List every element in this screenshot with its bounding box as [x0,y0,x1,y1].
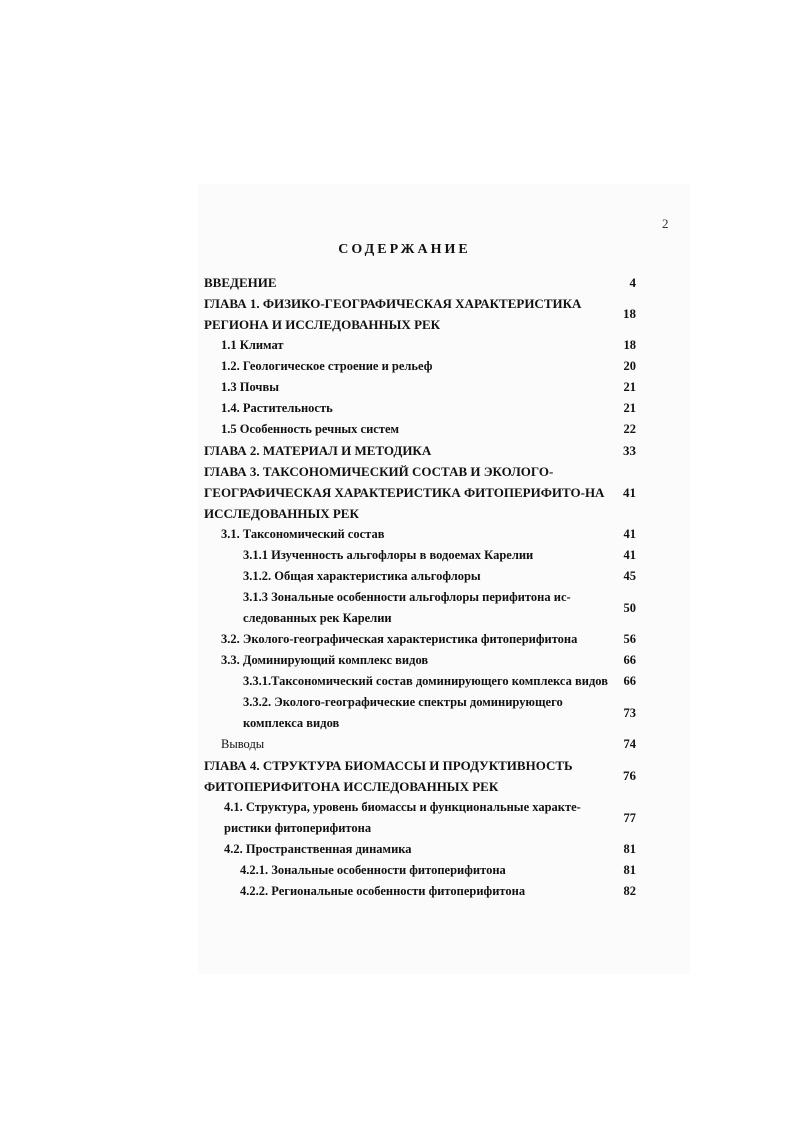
toc-entry-page: 41 [623,484,636,500]
page-number: 2 [662,216,669,231]
toc-entry-chapter-2 [204,440,638,461]
toc-entry-page: 21 [623,380,636,394]
toc-entry-page: 66 [623,653,636,667]
toc-entry-4-1 [204,797,638,839]
toc-entry-conclusions [204,734,638,755]
toc-entry-page: 41 [623,548,636,562]
toc-entry-text: 3.1.1 Изученность альгофлоры в водоемах Карелии [243,548,534,562]
toc-entry-3-1-2 [204,566,638,587]
toc-entry-text: 1.2. Геологическое строение и рельеф [221,359,433,373]
toc-entry-1-3 [204,377,638,398]
toc-entry-text: 1.5 Особенность речных систем [221,422,400,436]
toc-entry-3-1-3 [204,587,638,629]
toc-entry-text: 3.1. Таксономический состав [221,527,385,541]
toc-entry-4-2 [204,839,638,860]
toc-entry-page: 76 [623,768,636,783]
toc-entry-1-1 [204,335,638,356]
toc-entry-text: 1.4. Растительность [221,401,333,415]
toc-entry-page: 18 [623,338,636,352]
toc-entry-chapter-3 [204,461,638,524]
toc-entry-1-2 [204,356,638,377]
toc-entry-page: 56 [623,632,636,646]
toc-entry-text: ГЛАВА 3. ТАКСОНОМИЧЕСКИЙ СОСТАВ И ЭКОЛОГО-ГЕОГРАФИЧЕСКАЯ ХАРАКТЕРИСТИКА ФИТОПЕРИФИТО-НА ИССЛЕДОВАННЫХ РЕК [204,464,605,521]
toc-entry-text: 3.3. Доминирующий комплекс видов [221,653,429,667]
toc-entry-chapter-1 [204,293,638,335]
toc-entry-text: 3.1.3 Зональные особенности альгофлоры перифитона ис-следованных рек Карелии [243,590,571,625]
toc-entry-4-2-2 [204,881,638,902]
toc-entry-text: 3.1.2. Общая характеристика альгофлоры [243,569,481,583]
toc-entry-chapter-4 [204,755,638,797]
toc-entry-text: 4.2.1. Зональные особенности фитоперифитона [240,863,506,877]
toc-entry-page: 33 [623,442,636,458]
toc-entry-page: 73 [623,705,636,720]
toc-entry-page: 20 [623,359,636,373]
toc-entry-3-1 [204,524,638,545]
toc-entry-page: 82 [623,884,636,898]
toc-entry-text: ВВЕДЕНИЕ [204,275,277,290]
toc-entry-page: 21 [623,401,636,415]
toc-entry-page: 45 [623,569,636,583]
toc-entry-introduction [204,272,638,293]
toc-entry-3-3 [204,650,638,671]
toc-entry-page: 18 [623,306,636,321]
toc-entry-1-5 [204,419,638,440]
toc-entry-text: 3.3.1.Таксономический состав доминирующего комплекса видов [243,674,608,688]
toc-entry-text: ГЛАВА 2. МАТЕРИАЛ И МЕТОДИКА [204,443,432,458]
toc-entry-1-4 [204,398,638,419]
toc-entry-text: Выводы [221,737,265,751]
toc-entry-page: 66 [623,674,636,688]
toc-entry-3-3-2 [204,692,638,734]
toc-entry-page: 50 [623,600,636,615]
toc-entry-text: 4.2. Пространственная динамика [224,842,412,856]
toc-entry-3-1-1 [204,545,638,566]
toc-entry-text: 1.1 Климат [221,338,284,352]
toc-entry-page: 22 [623,422,636,436]
toc-entry-page: 74 [623,737,636,751]
toc-entry-text: 4.1. Структура, уровень биомассы и функциональные характе-ристики фитоперифитона [224,800,581,835]
toc-entry-page: 77 [623,810,636,825]
toc-entry-3-2 [204,629,638,650]
toc-entry-text: ГЛАВА 1. ФИЗИКО-ГЕОГРАФИЧЕСКАЯ ХАРАКТЕРИСТИКА РЕГИОНА И ИССЛЕДОВАННЫХ РЕК [204,296,582,332]
toc-entry-text: 3.3.2. Эколого-географические спектры доминирующего комплекса видов [243,695,563,730]
toc-title: СОДЕРЖАНИЕ [338,242,471,257]
toc-entry-page: 81 [623,863,636,877]
toc-entry-page: 81 [623,842,636,856]
toc-entry-text: 1.3 Почвы [221,380,279,394]
toc-entry-3-3-1 [204,671,638,692]
toc-entry-page: 41 [623,527,636,541]
toc-entry-4-2-1 [204,860,638,881]
toc-entry-text: 3.2. Эколого-географическая характеристика фитоперифитона [221,632,578,646]
toc-entry-page: 4 [629,274,636,290]
toc-entry-text: 4.2.2. Региональные особенности фитоперифитона [240,884,526,898]
table-of-contents [204,272,638,902]
toc-entry-text: ГЛАВА 4. СТРУКТУРА БИОМАССЫ И ПРОДУКТИВНОСТЬ ФИТОПЕРИФИТОНА ИССЛЕДОВАННЫХ РЕК [204,758,573,794]
